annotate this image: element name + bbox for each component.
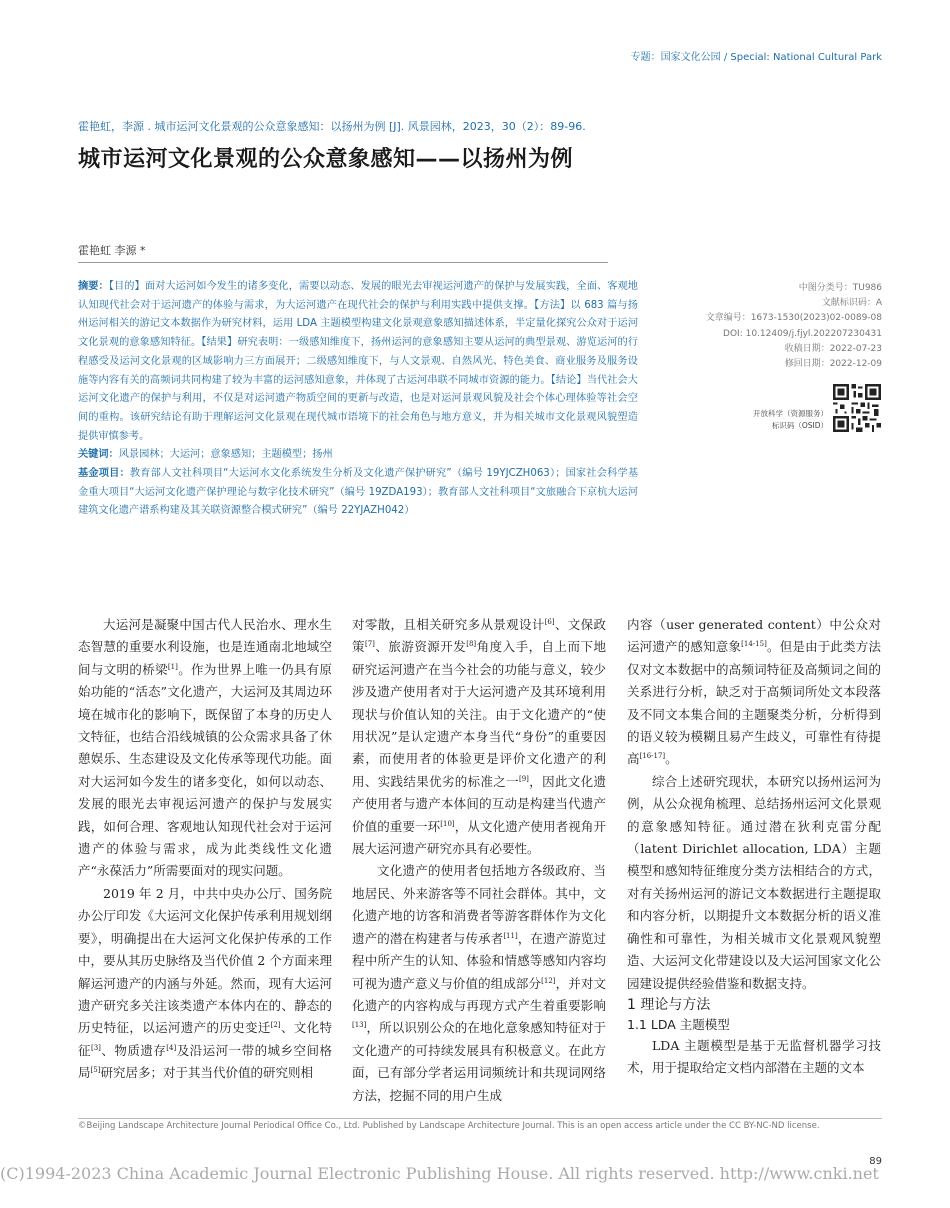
body-text: ，从文化遗产使用者视角开展大运河遗产研究亦具有必要性。 (352, 818, 606, 857)
body-text: 综合上述研究现状，本研究以扬州运河为例，从公众视角梳理、总结扬州运河文化景观的意象感知特征。通过潜在狄利克雷分配（latent Dirichlet allocation, LDA）主题模型和感知特征维度分类方法相结合的方式，对有关扬州运河的游记文本数据进行主题提取和内容分析，以期提升文本数据分析的语义准确性和可靠性，为相关城市文化景观风貌塑造、大运河文化带建设以及大运河国家文化公园建设提供经验借鉴和数据支持。 (627, 773, 881, 991)
body-text: 、旅游资源开发 (374, 639, 467, 655)
cnki-watermark: (C)1994-2023 China Academic Journal Electronic Publishing House. All rights reserved. http://www.cnki.net (0, 1164, 879, 1183)
fund-paragraph (78, 465, 638, 521)
abstract-text: 【目的】面对大运河如今发生的诸多变化，需要以动态、发展的眼光去审视运河遗产的保护与发展实践，全面、客观地认知现代社会对于运河遗产的体验与需求，为大运河遗产在现代社会的保护与利用实践中提供支撑。【方法】以 683 篇与扬州运河相关的游记文本数据作为研究材料，运用 LDA 主题模型构建文化景观意象感知描述体系，半定量化探究公众对于运河文化景观的意象感知特征。【结果】研究表明：一级感知维度下，扬州运河的意象感知主要从运河的典型景观、游览运河的行程感受及运河文化景观的区域影响力三方面展开；二级感知维度下，与人文景观、自然风光、特色美食、商业服务及服务设施等内容有关的高频词共同构建了较为丰富的运河感知意象，并体现了古运河串联不同城市资源的能力。【结论】当代社会大运河文化遗产的保护与利用，不仅是对运河遗产物质空间的更新与改造，也是对运河景观风貌及社会个体心理体验等社会空间的重构。该研究结论有助于理解运河文化景观在现代城市语境下的社会角色与地方意义，并为相关城市文化景观风貌塑造提供审慎参考。 (78, 281, 638, 442)
body-paragraph (352, 860, 606, 1106)
abstract-block (78, 278, 638, 521)
body-text: 、物质遗存 (100, 1042, 167, 1058)
body-paragraph (627, 614, 881, 771)
body-text: 。作为世界上唯一仍具有原始功能的“活态”文化遗产，大运河及其周边环境在城市化的影响下，既保留了本身的历史人文特征，也结合沿线城镇的公众需求具备了休憩娱乐、生态建设及文化传承等现代功能。面对大运河如今发生的诸多变化，如何以动态、发展的眼光去审视运河遗产的保护与发展实践，如何合理、客观地认知现代社会对于运河遗产的体验与需求，成为此类线性文化遗产“永葆活力”所需要面对的现实问题。 (78, 661, 332, 879)
body-paragraph (627, 771, 881, 995)
section-heading-1: 1 理论与方法 (627, 996, 711, 1013)
body-text: ，因此文化遗产使用者与遗产本体间的互动是构建当代遗产价值的重要一环 (352, 773, 606, 834)
body-paragraph (78, 614, 332, 883)
fund-text: 教育部人文社科项目“大运河水文化系统发生分析及文化遗产保护研究”（编号 19YJCZH063）；国家社会科学基金重大项目“大运河文化遗产保护理论与数字化技术研究”（编号 19ZDA193）；教育部人文社科项目“文旅融合下京杭大运河建筑文化遗产谱系构建及其关联资源整合模式研究”（编号 22YJAZH042） (78, 468, 639, 517)
body-text: 角度入手，自上而下地研究运河遗产在当今社会的功能与意义，较少涉及遗产使用者对于大运河遗产及其环境利用现状与价值认知的关注。由于文化遗产的“使用状况”是认定遗产本身当代“身份”的重要因素，而使用者的体验更是评价文化遗产的利用、实践结果优劣的标准之一 (352, 639, 606, 789)
body-text: 、文化特征 (78, 1020, 332, 1058)
body-text: ，所以识别公众的在地化意象感知特征对于文化遗产的可持续发展具有积极意义。在此方面，已有部分学者运用词频统计和共现词网络方法，挖掘不同的用户生成 (352, 1020, 606, 1103)
meta-revised: 修回日期：2022-12-09 (784, 359, 882, 370)
article-title: 城市运河文化景观的公众意象感知——以扬州为例 (78, 147, 574, 172)
citation-ref[interactable]: [5] (90, 1065, 101, 1074)
fund-label: 基金项目： (78, 468, 130, 480)
body-text: 研究居多；对于其当代价值的研究则相 (100, 1065, 313, 1081)
meta-article-no: 文章编号：1673-1530(2023)02-0089-08 (705, 313, 882, 324)
article-meta (662, 281, 882, 372)
body-text: 2019 年 2 月，中共中央办公厅、国务院办公厅印发《大运河文化保护传承利用规划纲要》，明确提出在大运河文化保护传承的工作中，要从其历史脉络及当代价值 2 个方面来理解运河遗产的内涵与外延。然而，现有大运河遗产研究多关注该类遗产本体内在的、静态的历史特征，以运河遗产的历史变迁 (78, 885, 332, 1036)
citation-ref[interactable]: [9] (518, 774, 529, 783)
body-text: ，并对文化遗产的内容构成与再现方式产生着重要影响 (352, 975, 606, 1013)
citation-ref[interactable]: [8] (466, 640, 477, 649)
body-text: 大运河是凝聚中国古代人民治水、理水生态智慧的重要水利设施，也是连通南北地域空间与文明的桥梁 (78, 617, 332, 677)
qr-label-line2: 标识码（OSID） (771, 421, 828, 430)
body-text: 。但是由于此类方法仅对文本数据中的高频词特征及高频词之间的关系进行分析，缺乏对于高频词所处文本段落及不同文本集合间的主题聚类分析，分析得到的语义较为模糊且易产生歧义，可靠性有待提高 (627, 639, 881, 767)
body-text: 内容（user generated content）中公众对运河遗产的感知意象 (627, 617, 881, 655)
body-text: 对零散，且相关研究多从景观设计 (352, 617, 545, 632)
body-text: LDA 主题模型是基于无监督机器学习技术，用于提取给定文档内部潜在主题的文本 (627, 1037, 881, 1076)
body-paragraph (352, 614, 606, 860)
body-column-3 (627, 614, 881, 1080)
body-column-2 (352, 614, 606, 1107)
citation-ref[interactable]: [11] (503, 931, 518, 940)
footer-divider (78, 1118, 882, 1119)
citation-ref[interactable]: [16-17] (639, 752, 666, 761)
author-list: 霍艳虹 李源 * (78, 244, 146, 257)
citation-ref[interactable]: [1] (167, 662, 178, 671)
keywords-text: 风景园林；大运河；意象感知；主题模型；扬州 (118, 449, 333, 461)
citation-ref[interactable]: [2] (270, 1021, 281, 1030)
body-text: 、文保政策 (352, 617, 606, 655)
body-text: 及沿运河一带的城乡空间格局 (78, 1042, 332, 1081)
page-number: 89 (869, 1156, 882, 1167)
body-paragraph (78, 883, 332, 1085)
abstract-label: 摘要： (78, 281, 109, 292)
body-text: ，在遗产游览过程中所产生的认知、体验和情感等感知内容均可视为遗产意义与价值的组成部分 (352, 930, 606, 991)
meta-received: 收稿日期：2022-07-23 (784, 343, 882, 354)
meta-clc: 中图分类号：TU986 (798, 283, 882, 293)
citation-ref[interactable]: [14-15] (741, 640, 767, 649)
body-paragraph (627, 1035, 881, 1080)
citation-ref[interactable]: [13] (352, 1021, 367, 1030)
qr-label (753, 408, 828, 432)
body-text: 。 (665, 751, 678, 767)
license-notice: ©Beijing Landscape Architecture Journal Periodical Office Co., Ltd. Published by Landscape Architecture Journal. This is an open access article under the CC BY-NC-ND license. (78, 1121, 820, 1131)
citation-ref[interactable]: [10] (440, 819, 455, 828)
citation-ref[interactable]: [6] (544, 617, 555, 626)
body-column-1 (78, 614, 332, 1085)
qr-code-icon[interactable] (833, 384, 881, 432)
keywords-label: 关键词： (78, 449, 119, 461)
meta-doi[interactable]: DOI: 10.12409/j.fjyl.202207230431 (723, 328, 882, 339)
citation-ref[interactable]: [4] (166, 1043, 177, 1052)
section-heading-1-1: 1.1 LDA 主题模型 (627, 1016, 730, 1032)
citation-ref[interactable]: [12] (541, 976, 556, 985)
citation-line: 霍艳虹，李源 . 城市运河文化景观的公众意象感知：以扬州为例 [J]. 风景园林，2023，30（2）：89-96. (78, 120, 586, 133)
keywords-paragraph (78, 446, 638, 465)
meta-doc-code: 文献标识码：A (821, 298, 882, 309)
abstract-paragraph (78, 278, 638, 446)
author-divider (78, 262, 608, 263)
header-topic: 专题：国家文化公园 / Special: National Cultural Park (630, 52, 882, 63)
citation-ref[interactable]: [3] (90, 1043, 101, 1052)
qr-label-line1: 开放科学（资源服务） (753, 409, 828, 418)
citation-ref[interactable]: [7] (364, 640, 375, 649)
body-text: 文化遗产的使用者包括地方各级政府、当地居民、外来游客等不同社会群体。其中，文化遗产地的访客和消费者等游客群体作为文化遗产的潜在构建者与传承者 (352, 863, 606, 946)
